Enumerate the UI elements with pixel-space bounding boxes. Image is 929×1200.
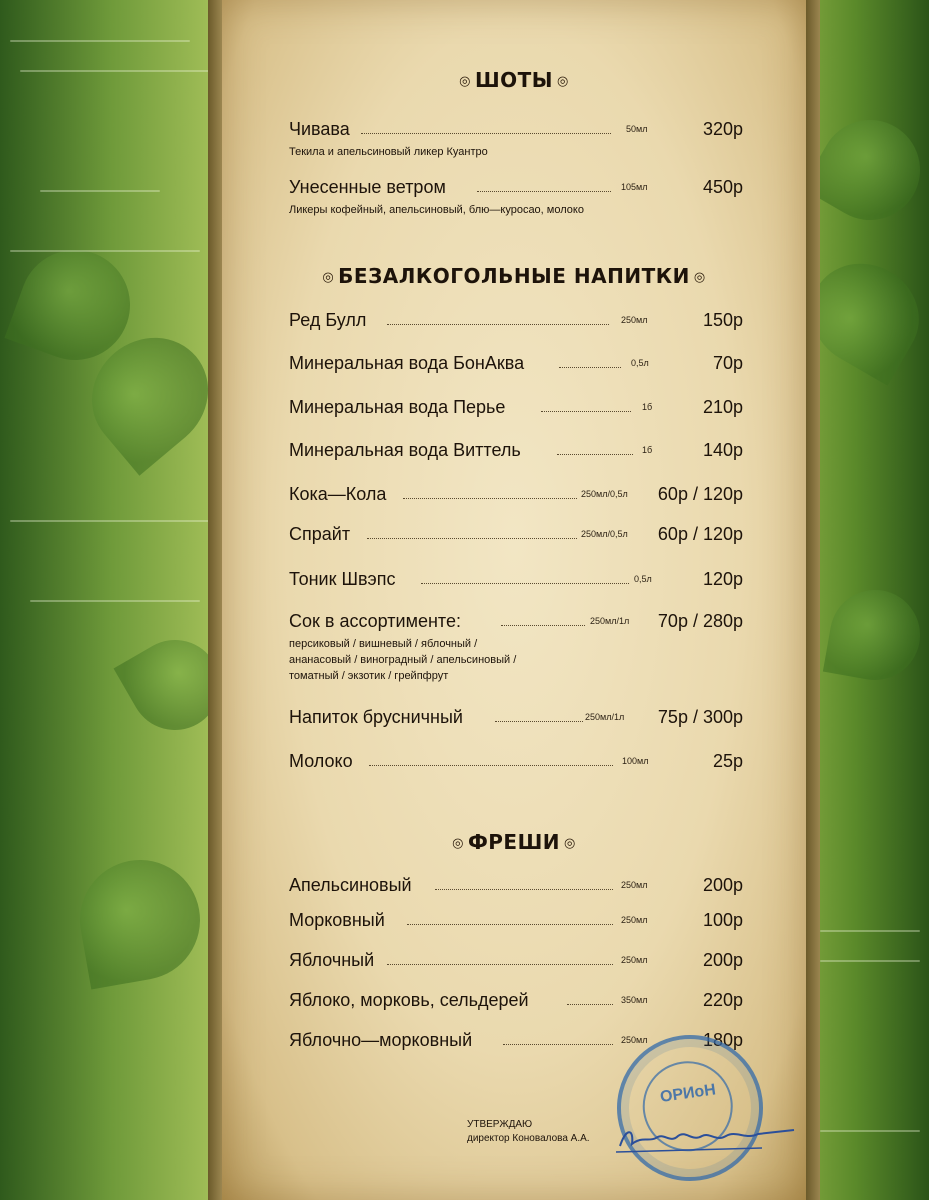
item-price: 450р (702, 177, 743, 197)
item-volume: 0,5л (631, 358, 649, 368)
menu-item (289, 910, 743, 934)
item-name: Напиток брусничный (289, 707, 463, 727)
approval-label: УТВЕРЖДАЮ (467, 1119, 533, 1130)
item-volume: 100мл (622, 756, 649, 766)
item-volume: 50мл (626, 124, 648, 134)
dot-leader (541, 411, 631, 412)
menu-item (289, 177, 743, 201)
menu-item (289, 751, 743, 775)
item-description: Ликеры кофейный, апельсиновый, блю—куросао, молоко (289, 204, 584, 216)
dot-leader (361, 133, 611, 134)
dot-leader (567, 1004, 613, 1005)
dot-leader (367, 538, 577, 539)
dot-leader (407, 924, 613, 925)
swirl-icon: ◎ (322, 270, 335, 285)
item-name: Чивава (289, 119, 350, 139)
item-name: Тоник Швэпс (289, 569, 396, 589)
item-name: Ред Булл (289, 310, 367, 330)
swirl-icon: ◎ (459, 74, 471, 89)
dot-leader (387, 964, 613, 965)
item-volume: 105мл (621, 182, 648, 192)
stamp-logo: ОРИоН (659, 1081, 717, 1106)
dot-leader (403, 498, 577, 499)
item-price: 200р (702, 875, 743, 895)
swirl-icon: ◎ (693, 270, 706, 285)
item-volume: 250мл (621, 955, 648, 965)
dot-leader (501, 625, 585, 626)
menu-item (289, 484, 743, 508)
menu-item (289, 569, 743, 593)
item-volume: 250мл (621, 1035, 648, 1045)
item-price: 210р (702, 397, 743, 417)
item-price: 140р (702, 440, 743, 460)
swirl-icon: ◎ (452, 836, 464, 851)
item-price: 75р / 300р (657, 707, 743, 727)
menu-item (289, 397, 743, 421)
item-volume: 250мл (621, 315, 648, 325)
juice-list-line: персиковый / вишневый / яблочный / (289, 638, 478, 650)
dot-leader (477, 191, 611, 192)
section-title-shots: ◎ ШОТЫ ◎ (222, 68, 806, 92)
item-name: Минеральная вода Перье (289, 397, 506, 417)
item-name: Яблочно—морковный (289, 1030, 473, 1050)
item-price: 180р (702, 1030, 743, 1050)
item-price: 100р (702, 910, 743, 930)
menu-item (289, 875, 743, 899)
menu-item (289, 310, 743, 334)
section-title-soft-drinks: ◎ БЕЗАЛКОГОЛЬНЫЕ НАПИТКИ ◎ (222, 264, 806, 288)
item-price: 150р (702, 310, 743, 330)
swirl-icon: ◎ (557, 74, 569, 89)
dot-leader (369, 765, 613, 766)
menu-item (289, 990, 743, 1014)
item-price: 120р (702, 569, 743, 589)
item-price: 220р (702, 990, 743, 1010)
paper-left-edge (208, 0, 222, 1200)
item-price: 70р / 280р (657, 611, 743, 631)
item-name: Сок в ассортименте: (289, 611, 461, 631)
item-volume: 250мл/0,5л (581, 489, 628, 499)
swirl-icon: ◎ (564, 836, 576, 851)
signature (612, 1118, 802, 1158)
section-title-fresh: ◎ ФРЕШИ ◎ (222, 830, 806, 854)
director-name: директор Коновалова А.А. (467, 1133, 590, 1144)
item-name: Минеральная вода Виттель (289, 440, 521, 460)
item-name: Унесенные ветром (289, 177, 446, 197)
menu-item (289, 950, 743, 974)
dot-leader (559, 367, 621, 368)
item-price: 200р (702, 950, 743, 970)
item-name: Спрайт (289, 524, 351, 544)
dot-leader (387, 324, 609, 325)
dot-leader (421, 583, 629, 584)
item-description (289, 636, 516, 684)
item-volume: 250мл/1л (585, 712, 625, 722)
item-price: 25р (712, 751, 743, 771)
item-name: Апельсиновый (289, 875, 412, 895)
item-price: 60р / 120р (657, 484, 743, 504)
menu-item (289, 353, 743, 377)
item-price: 60р / 120р (657, 524, 743, 544)
item-name: Яблоко, морковь, сельдерей (289, 990, 529, 1010)
item-volume: 1б (642, 402, 653, 412)
item-name: Минеральная вода БонАква (289, 353, 525, 373)
item-volume: 250мл (621, 915, 648, 925)
juice-list-line: ананасовый / виноградный / апельсиновый / (289, 654, 517, 666)
item-name: Молоко (289, 751, 353, 771)
dot-leader (503, 1044, 613, 1045)
item-volume: 0,5л (634, 574, 652, 584)
item-volume: 250мл/0,5л (581, 529, 628, 539)
dot-leader (557, 454, 633, 455)
menu-item (289, 119, 743, 143)
item-name: Морковный (289, 910, 385, 930)
paper-right-edge (806, 0, 820, 1200)
item-volume: 250мл (621, 880, 648, 890)
item-description: Текила и апельсиновый ликер Куантро (289, 146, 488, 158)
item-volume: 350мл (621, 995, 648, 1005)
menu-item (289, 611, 743, 635)
item-price: 320р (702, 119, 743, 139)
item-volume: 1б (642, 445, 653, 455)
menu-item (289, 707, 743, 731)
item-price: 70р (712, 353, 743, 373)
approval-block (467, 1118, 590, 1146)
menu-item (289, 440, 743, 464)
item-name: Яблочный (289, 950, 375, 970)
juice-list-line: томатный / экзотик / грейпфрут (289, 670, 449, 682)
dot-leader (495, 721, 583, 722)
item-name: Кока—Кола (289, 484, 387, 504)
dot-leader (435, 889, 613, 890)
item-volume: 250мл/1л (590, 616, 630, 626)
menu-item (289, 524, 743, 548)
